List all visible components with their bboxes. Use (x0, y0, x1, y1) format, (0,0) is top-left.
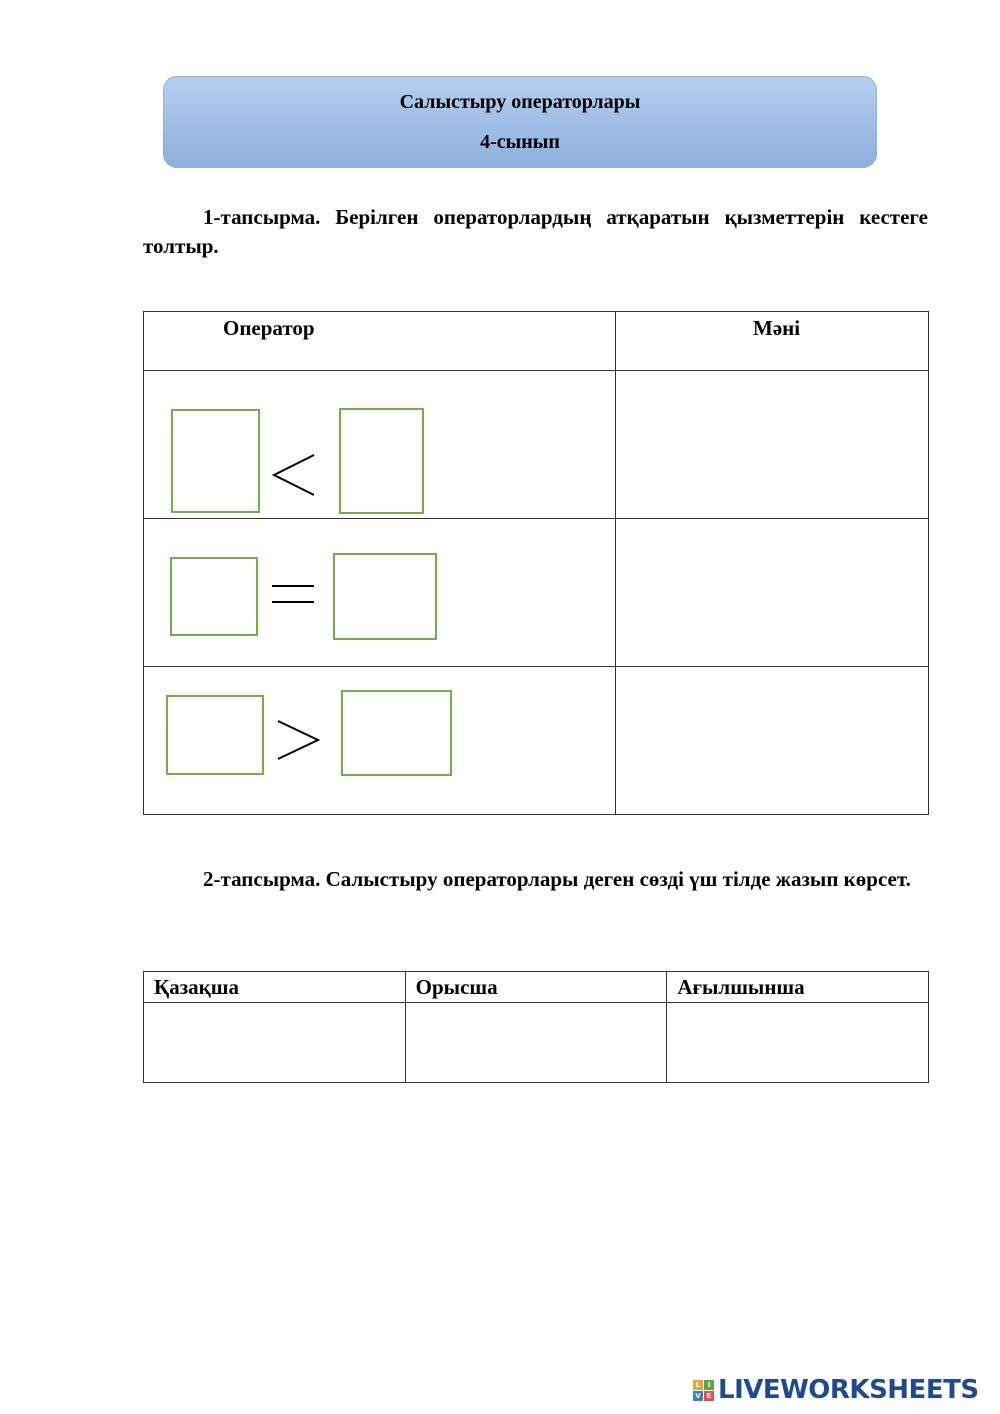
language-table-header (144, 972, 929, 1003)
operator-table-header (144, 312, 929, 371)
meaning-column-header: Мәні (616, 312, 929, 371)
meaning-cell[interactable] (616, 519, 929, 667)
brand-name: LIVEWORKSHEETS (718, 1375, 979, 1405)
liveworksheets-brand (693, 1374, 979, 1406)
meaning-cell[interactable] (616, 371, 929, 519)
operator-cell-equals (144, 519, 616, 667)
table-row (144, 667, 929, 815)
less-than-icon (270, 451, 318, 499)
left-operand-box[interactable] (170, 557, 258, 636)
kazakh-column-header: Қазақша (144, 972, 406, 1003)
right-operand-box[interactable] (339, 408, 424, 514)
grade-label: 4-сынып (480, 131, 560, 153)
left-operand-box[interactable] (171, 409, 260, 513)
russian-column-header: Орысша (405, 972, 667, 1003)
title-banner (163, 76, 877, 168)
russian-answer-cell[interactable] (405, 1003, 667, 1083)
english-column-header: Ағылшынша (667, 972, 929, 1003)
language-table (143, 971, 929, 1083)
equals-icon (270, 581, 316, 607)
operator-column-header: Оператор (144, 312, 616, 371)
task1-instruction: 1-тапсырма. Берілген операторлардың атқаратын қызметтерін кестеге толтыр. (143, 205, 928, 258)
kazakh-answer-cell[interactable] (144, 1003, 406, 1083)
operator-cell-less-than (144, 371, 616, 519)
right-operand-box[interactable] (341, 690, 452, 776)
operator-table (143, 311, 929, 815)
meaning-cell[interactable] (616, 667, 929, 815)
operator-cell-greater-than (144, 667, 616, 815)
page-title: Салыстыру операторлары (399, 91, 641, 113)
greater-than-icon (274, 717, 322, 763)
table-row (144, 371, 929, 519)
right-operand-box[interactable] (333, 553, 437, 640)
table-row (144, 519, 929, 667)
left-operand-box[interactable] (166, 695, 264, 775)
brand-logo-icon: L I V E (693, 1380, 714, 1401)
table-row (144, 1003, 929, 1083)
task2-instruction: 2-тапсырма. Салыстыру операторлары деген сөзді үш тілде жазып көрсет. (203, 867, 911, 891)
english-answer-cell[interactable] (667, 1003, 929, 1083)
